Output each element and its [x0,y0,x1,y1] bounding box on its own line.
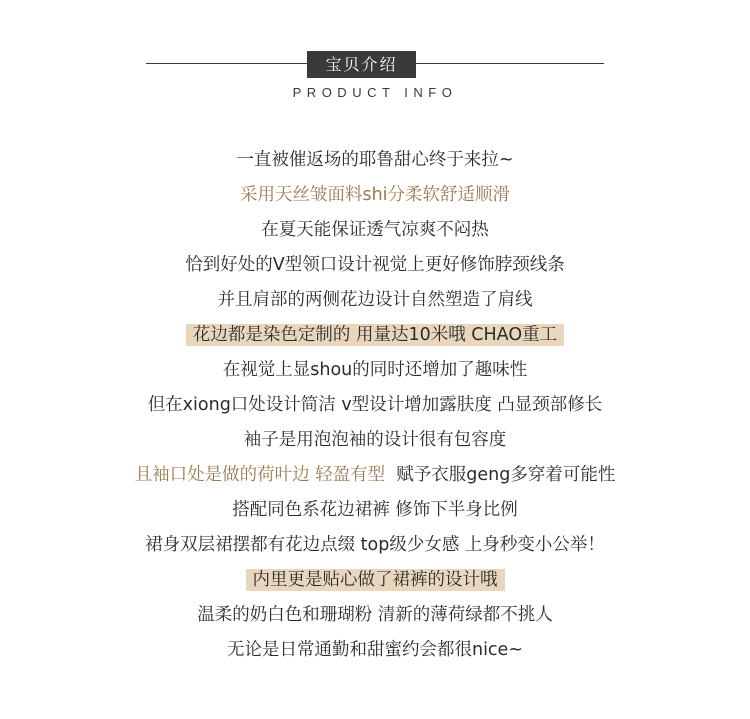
description-line-mixed [0,458,750,493]
description-line: 一直被催返场的耶鲁甜心终于来拉~ [236,150,514,170]
description-line: 并且肩部的两侧花边设计自然塑造了肩线 [217,290,533,310]
description-line: 温柔的奶白色和珊瑚粉 清新的薄荷绿都不挑人 [197,605,553,625]
section-title: 宝贝介绍 [307,51,416,78]
section-subtitle: PRODUCT INFO [292,85,458,100]
section-header [0,0,750,110]
description-line-highlighted [0,318,750,353]
description-line-accent: 采用天丝皱面料shi分柔软舒适顺滑 [239,185,511,205]
description-line: 但在xiong口处设计简洁 v型设计增加露肤度 凸显颈部修长 [147,395,603,415]
description-line: 在夏天能保证透气凉爽不闷热 [261,220,489,240]
plain-text: 赋予衣服geng多穿着可能性 [385,465,616,485]
description-line: 袖子是用泡泡袖的设计很有包容度 [243,430,507,450]
description-line-highlighted [0,563,750,598]
highlight-text: 内里更是贴心做了裙裤的设计哦 [246,569,505,591]
accent-text: 且袖口处是做的荷叶边 轻盈有型 [134,465,386,485]
description-line: 在视觉上显shou的同时还增加了趣味性 [222,360,528,380]
description-line: 无论是日常通勤和甜蜜约会都很nice~ [226,640,523,660]
highlight-text: 花边都是染色定制的 用量达10米哦 CHAO重工 [186,324,564,346]
product-description [0,143,750,668]
description-line: 裙身双层裙摆都有花边点缀 top级少女感 上身秒变小公举！ [145,535,605,555]
description-line: 搭配同色系花边裙裤 修饰下半身比例 [232,500,518,520]
description-line: 恰到好处的V型领口设计视觉上更好修饰脖颈线条 [185,255,565,275]
